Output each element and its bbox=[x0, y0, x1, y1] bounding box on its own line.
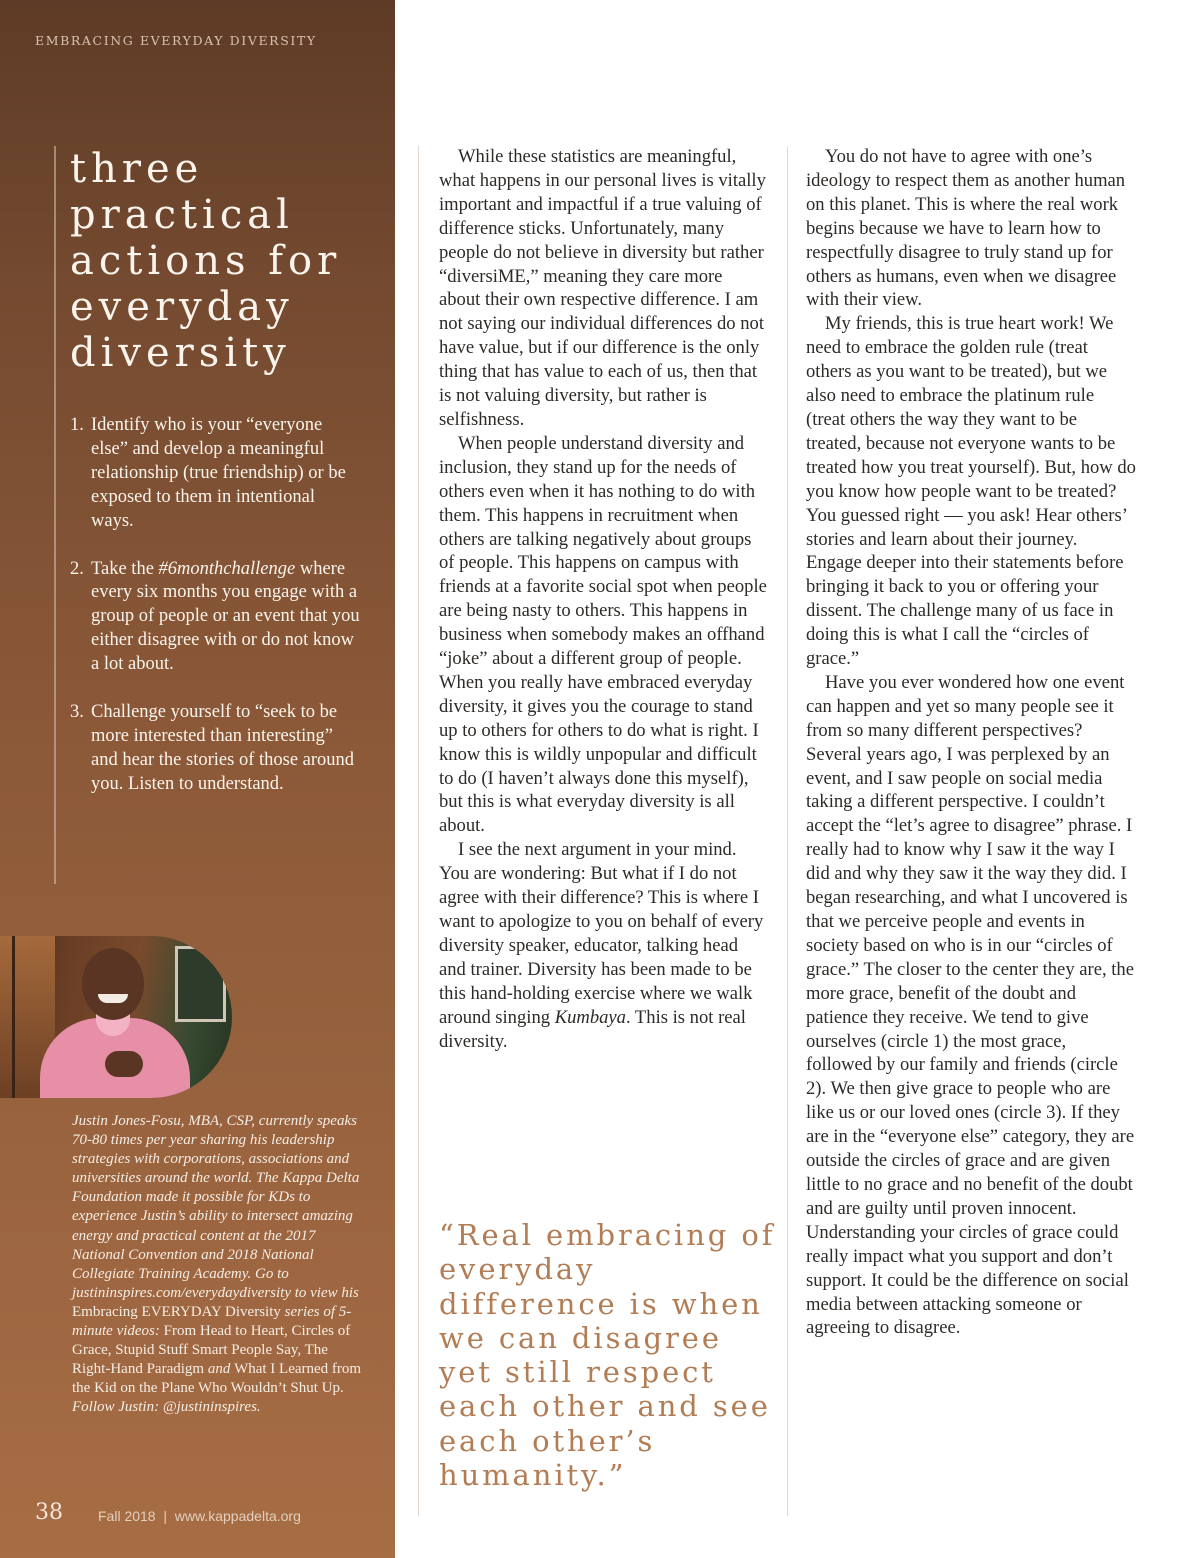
author-photo bbox=[0, 936, 232, 1098]
article-paragraph bbox=[439, 838, 767, 1053]
photo-head bbox=[82, 948, 144, 1020]
action-text: Identify who is your “everyone else” and develop a meaningful relationship (true friendship) or be exposed to them in intentional ways. bbox=[91, 415, 346, 531]
article-paragraph: You do not have to agree with one’s ideology to respect them as another human on this planet. This is where the real work begins because we have to learn how to respectfully disagree to truly stand up for others as humans, even when we disagree with their view. bbox=[806, 146, 1126, 311]
bio-series-title: Embracing EVERYDAY Diversity bbox=[72, 1303, 281, 1320]
sidebar-title-line: three bbox=[70, 146, 204, 192]
page-number: 38 bbox=[35, 1500, 63, 1525]
action-item bbox=[70, 414, 360, 534]
pull-quote: “Real embracing of everyday difference is when we can disagree yet still respect each other and see each other’s humanity.” bbox=[439, 1218, 776, 1493]
column-rule bbox=[787, 146, 788, 1516]
sidebar-title-line: practical bbox=[70, 192, 294, 238]
article-paragraph: While these statistics are meaningful, what happens in our personal lives is vitally important and impactful if a true valuing of difference sticks. Unfortunately, many people do not believe in diversity but rather “diversiME,” meaning they care more about their own respective difference. I am not saying our individual differences do not have value, but if our difference is the only thing that has value to each of us, then that is not valuing diversity, but rather is selfishness. bbox=[439, 146, 766, 430]
article-paragraph: When people understand diversity and inclusion, they stand up for the needs of others even when it has nothing to do with them. This happens in recruitment when others are talking negatively about groups of people. This happens on campus with friends at a favorite social spot when people are being nasty to others. This happens in business when somebody makes an offhand “joke” about a different group of people. When you really have embraced everyday diversity, it gives you the courage to stand up to others for others to do what is right. I know this is wildly unpopular and difficult to do (I haven’t always done this myself), but this is what everyday diversity is all about. bbox=[439, 432, 767, 837]
article-column-2 bbox=[806, 145, 1136, 1340]
bio-video-titles: From Head to Heart, Circles of Grace, Stupid Stuff Smart People Say, The Right-Hand Paradigm bbox=[72, 1323, 351, 1378]
sidebar-title-line: everyday bbox=[70, 284, 294, 330]
action-text: Challenge yourself to “seek to be more interested than interesting” and hear the stories of those around you. Listen to understand. bbox=[91, 702, 355, 794]
paragraph-part: . This is not real diversity. bbox=[439, 1006, 746, 1052]
bio-part: series of 5-minute videos: bbox=[72, 1303, 352, 1340]
sidebar-title-line: actions for bbox=[70, 238, 342, 284]
action-item bbox=[70, 701, 360, 797]
author-bio bbox=[72, 1112, 364, 1418]
running-head: EMBRACING EVERYDAY DIVERSITY bbox=[35, 33, 317, 48]
article-column-1 bbox=[439, 145, 767, 1053]
action-number: 2. bbox=[70, 558, 84, 579]
sidebar-panel bbox=[0, 0, 395, 1558]
sidebar-rule bbox=[54, 146, 56, 884]
paragraph-emphasis: Kumbaya bbox=[554, 1006, 626, 1028]
bio-part: and bbox=[204, 1361, 235, 1378]
hashtag: #6monthchallenge bbox=[158, 558, 296, 579]
sidebar-title bbox=[70, 146, 390, 376]
column-rule bbox=[418, 146, 419, 1516]
photo-door-line bbox=[12, 936, 15, 1098]
sidebar-title-line: diversity bbox=[70, 330, 291, 376]
action-item bbox=[70, 558, 360, 678]
action-text bbox=[91, 559, 360, 675]
actions-list bbox=[70, 414, 360, 821]
article-paragraph: My friends, this is true heart work! We need to embrace the golden rule (treat others as you want to be treated), but we also need to embrace the platinum rule (treat others the way they want to be treated, because not everyone wants to be treated how you treat yourself). But, how do you know how people want to be treated? You guessed right — you ask! Hear others’ stories and learn about their journey. Engage deeper into their statements before bringing it back to you or offering your dissent. The challenge many of us face in doing this is what I call the “circles of grace.” bbox=[806, 313, 1136, 670]
article-paragraph: Have you ever wondered how one event can happen and yet so many people see it from so many different perspectives? Several years ago, I was perplexed by an event, and I saw people on social media taking a different perspective. I couldn’t accept the “let’s agree to disagree” phrase. I really had to know why I saw it the way I did and why they saw it the way they did. I began researching, and what I uncovered is that we perceive people and events in society based on who is in our “circles of grace.” The closer to the center they are, the more grace, benefit of the doubt and patience they receive. We tend to give ourselves (circle 1) the most grace, followed by our family and friends (circle 2). We then give grace to people who are like us or our loved ones (circle 3). If they are in the “everyone else” category, they are outside the circles of grace and are given little to no grace and no benefit of the doubt and are guilty until proven innocent. Understanding your circles of grace could really impact what you support and don’t support. It could be the difference on social media between attacking someone or agreeing to disagree. bbox=[806, 671, 1135, 1339]
issue-info: Fall 2018 | www.kappadelta.org bbox=[98, 1508, 301, 1524]
bio-part: Justin Jones-Fosu, MBA, CSP, currently speaks 70-80 times per year sharing his leadership strategies with corporations, associations and universities around the world. The Kappa Delta Foundation made it possible for KDs to experience Justin’s ability to intersect amazing energy and practical content at the 2017 National Convention and 2018 National Collegiate Training Academy. Go to justininspires.com/everydaydiversity to view his bbox=[72, 1113, 360, 1301]
bio-video-title: What I Learned from the Kid on the Plane Who Wouldn’t Shut Up. bbox=[72, 1361, 362, 1397]
bio-part: Follow Justin: @justininspires. bbox=[72, 1399, 261, 1416]
paragraph-part: I see the next argument in your mind. You are wondering: But what if I do not agree with their difference? This is where I want to apologize to you on behalf of every diversity speaker, educator, talking head and trainer. Diversity has been made to be this hand-holding exercise where we walk around singing bbox=[439, 839, 764, 1028]
photo-hand bbox=[105, 1051, 143, 1077]
action-text-part: Take the bbox=[91, 558, 159, 579]
photo-smile bbox=[98, 994, 128, 1003]
action-number: 3. bbox=[70, 702, 84, 723]
action-text-part: where every six months you engage with a group of people or an event that you either disagree with or do not know a lot about. bbox=[91, 558, 360, 675]
photo-window bbox=[175, 946, 226, 1022]
action-number: 1. bbox=[70, 415, 84, 435]
